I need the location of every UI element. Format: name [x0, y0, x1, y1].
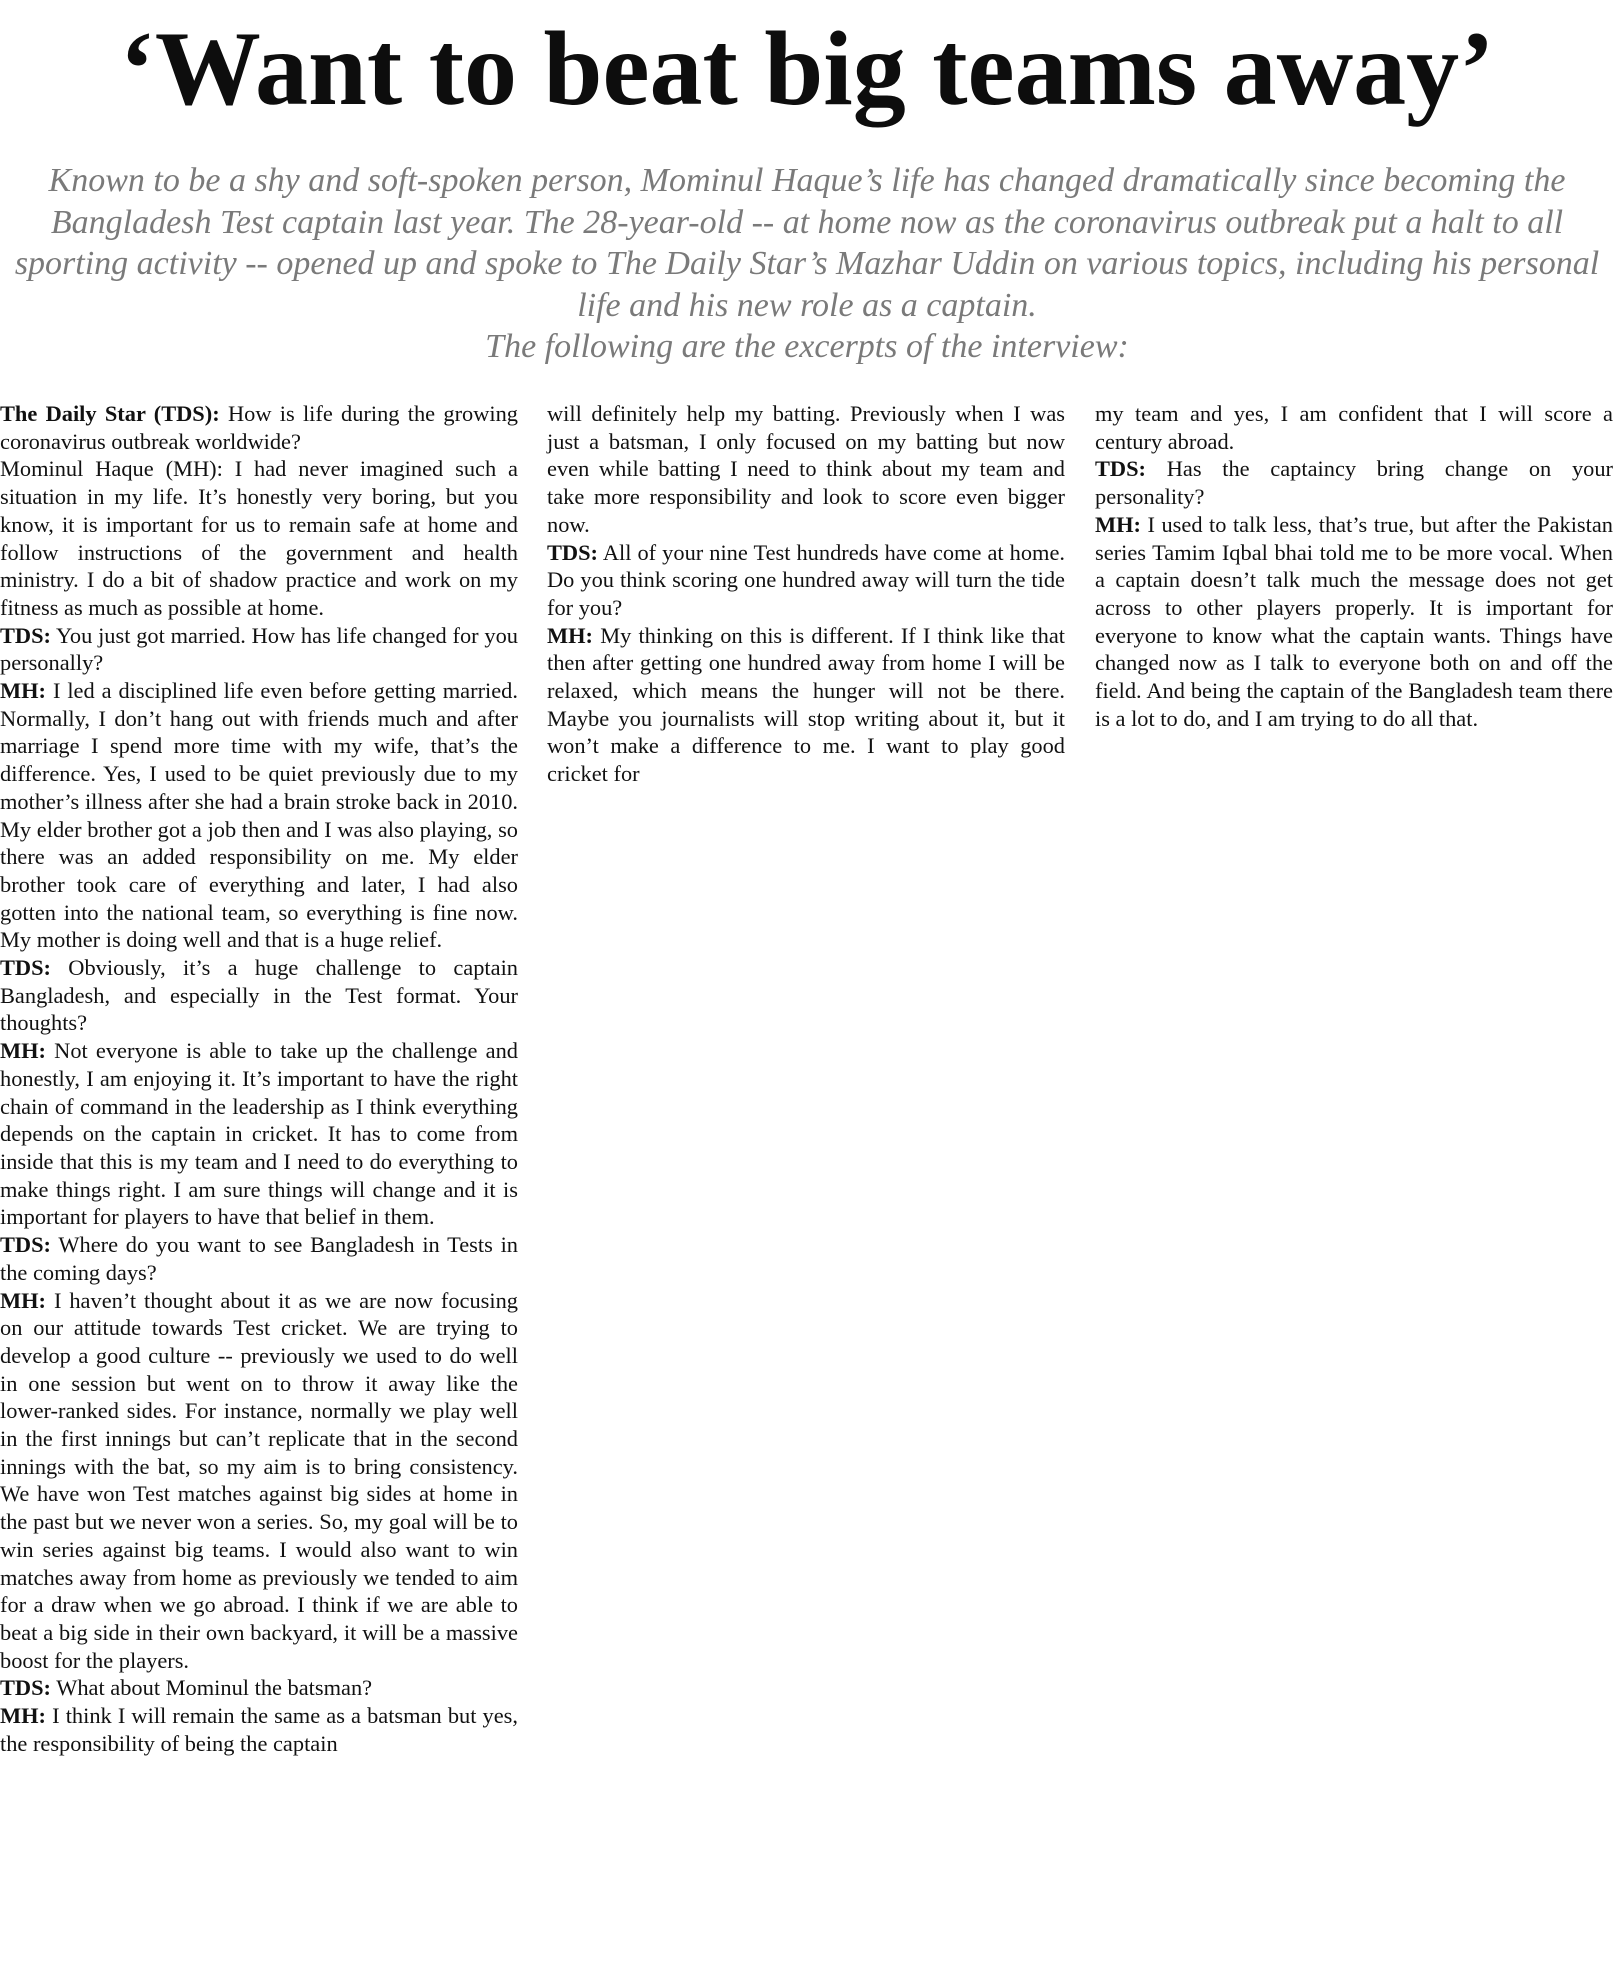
speaker-label: TDS:: [547, 539, 599, 565]
paragraph-text: Not everyone is able to take up the challenge and honestly, I am enjoying it. It’s important to have the right chain of command in the leadership as I think everything depends on the captain in cricket. It has to come from inside that this is my team and I need to do everything to make things right. I am sure things will change and it is important for players to have that belief in them.: [0, 1038, 518, 1230]
qa-paragraph: [0, 1702, 518, 1757]
paragraph-text: What about Mominul the batsman?: [56, 1675, 373, 1701]
paragraph-text: All of your nine Test hundreds have come at home. Do you think scoring one hundred away will turn the tide for you?: [547, 539, 1065, 620]
article-column-1: [0, 400, 518, 1757]
paragraph-text: You just got married. How has life changed for you personally?: [0, 622, 518, 676]
qa-paragraph: [0, 954, 518, 1037]
speaker-label: MH:: [0, 678, 47, 704]
speaker-label: TDS:: [1095, 456, 1147, 482]
paragraph-text: How is life during the growing coronavirus outbreak worldwide?: [0, 401, 519, 454]
qa-paragraph: [547, 400, 1065, 539]
qa-paragraph: [547, 622, 1065, 788]
paragraph-text: Where do you want to see Bangladesh in Tests in the coming days?: [0, 1232, 518, 1285]
speaker-label: MH:: [547, 622, 594, 648]
standfirst-excerpt-line: The following are the excerpts of the interview:: [485, 328, 1129, 365]
paragraph-text: I led a disciplined life even before getting married. Normally, I don’t hang out with friends much and after marriage I spend more time with my wife, that’s the difference. Yes, I used to be quiet previously due to my mother’s illness after she had a brain stroke back in 2010. My elder brother got a job then and I was also playing, so there was an added responsibility on me. My elder brother took care of everything and later, I had also gotten into the national team, so everything is fine now. My mother is doing well and that is a huge relief.: [0, 678, 518, 953]
paragraph-text: will definitely help my batting. Previously when I was just a batsman, I only focused on my batting but now even while batting I need to think about my team and take more responsibility and look to score even bigger now.: [547, 401, 1065, 537]
qa-paragraph: [0, 622, 518, 677]
qa-paragraph: [0, 1037, 518, 1231]
paragraph-text: I haven’t thought about it as we are now focusing on our attitude towards Test cricket. We are trying to develop a good culture -- previously we used to do well in one session but went on to throw it away like the lower-ranked sides. For instance, normally we play well in the first innings but can’t replicate that in the second innings with the bat, so my aim is to bring consistency. We have won Test matches against big sides at home in the past but we never won a series. So, my goal will be to win series against big teams. I would also want to win matches away from home as previously we tended to aim for a draw when we go abroad. I think if we are able to beat a big side in their own backyard, it will be a massive boost for the players.: [0, 1287, 518, 1673]
paragraph-text: Mominul Haque (MH): I had never imagined such a situation in my life. It’s honestly very boring, but you know, it is important for us to remain safe at home and follow instructions of the government and health ministry. I do a bit of shadow practice and work on my fitness as much as possible at home.: [0, 456, 518, 620]
qa-paragraph: [0, 400, 518, 455]
speaker-label: MH:: [1095, 511, 1142, 537]
paragraph-text: I think I will remain the same as a batsman but yes, the responsibility of being the captain: [0, 1703, 518, 1756]
qa-paragraph: [0, 1231, 518, 1286]
qa-paragraph: [0, 1287, 518, 1675]
paragraph-text: Obviously, it’s a huge challenge to captain Bangladesh, and especially in the Test format. Your thoughts?: [0, 955, 518, 1036]
qa-paragraph: [1095, 400, 1613, 455]
speaker-label: TDS:: [0, 955, 52, 981]
paragraph-text: my team and yes, I am confident that I will score a century abroad.: [1095, 401, 1613, 454]
speaker-label: MH:: [0, 1038, 47, 1064]
qa-paragraph: [547, 539, 1065, 622]
qa-paragraph: [1095, 455, 1613, 510]
qa-paragraph: [0, 677, 518, 954]
paragraph-text: My thinking on this is different. If I think like that then after getting one hundred away from home I will be relaxed, which means the hunger will not be there. Maybe you journalists will stop writing about it, but it won’t make a difference to me. I want to play good cricket for: [547, 622, 1065, 787]
headline: ‘Want to beat big teams away’: [119, 10, 1495, 127]
speaker-label: MH:: [0, 1287, 47, 1313]
speaker-label: TDS:: [0, 1232, 52, 1258]
standfirst: [0, 160, 1614, 368]
qa-paragraph: [1095, 511, 1613, 733]
speaker-label: TDS:: [0, 1675, 52, 1701]
paragraph-text: I used to talk less, that’s true, but after the Pakistan series Tamim Iqbal bhai told me to be more vocal. When a captain doesn’t talk much the message does not get across to other players properly. It is important for everyone to know what the captain wants. Things have changed now as I talk to everyone both on and off the field. And being the captain of the Bangladesh team there is a lot to do, and I am trying to do all that.: [1095, 511, 1613, 731]
qa-paragraph: [0, 455, 518, 621]
speaker-label: TDS:: [0, 622, 52, 648]
qa-paragraph: [0, 1674, 518, 1702]
paragraph-text: Has the captaincy bring change on your personality?: [1095, 456, 1613, 510]
article-column-2: [547, 400, 1065, 788]
standfirst-text: Known to be a shy and soft-spoken person, Mominul Haque’s life has changed dramatically since becoming the Bangladesh Test captain last year. The 28-year-old -- at home now as the coronavirus outbreak put a halt to all sporting activity -- opened up and spoke to The Daily Star’s Mazhar Uddin on various topics, including his personal life and his new role as a captain.: [14, 162, 1600, 324]
speaker-label: MH:: [0, 1703, 47, 1729]
article-column-3: [1095, 400, 1613, 732]
speaker-label: The Daily Star (TDS):: [0, 401, 220, 426]
